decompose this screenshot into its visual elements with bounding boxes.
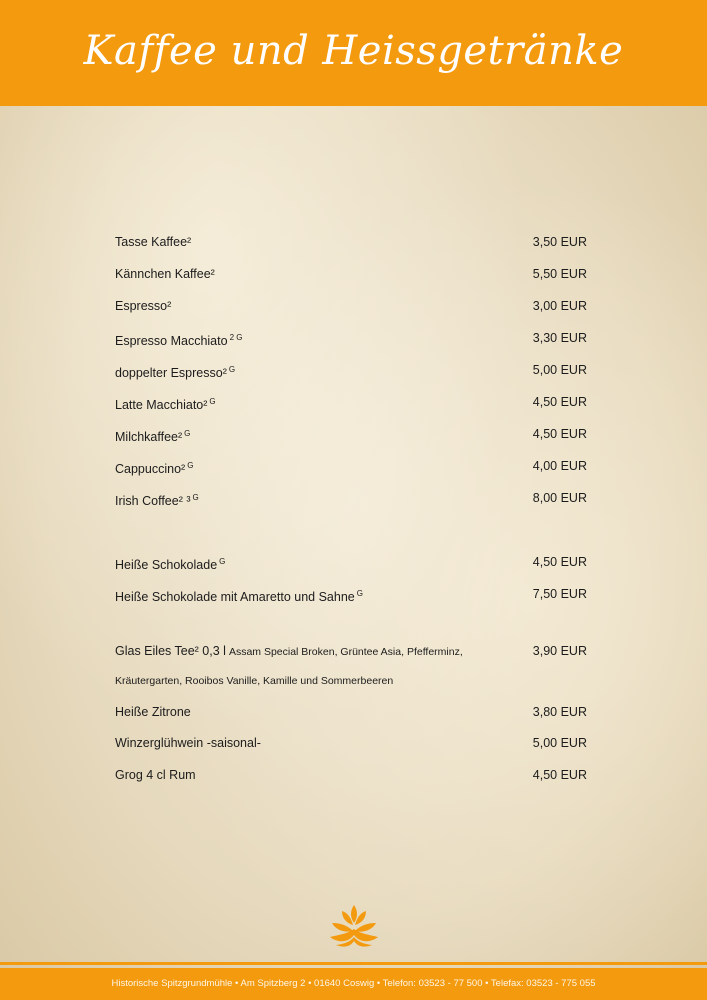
menu-item xyxy=(115,424,587,444)
item-price: 8,00 EUR xyxy=(532,491,587,505)
header-banner xyxy=(0,0,707,106)
item-name: Heiße Zitrone xyxy=(115,705,191,719)
menu-item xyxy=(115,733,587,753)
flower-logo-icon xyxy=(328,903,380,949)
footer xyxy=(0,968,707,1000)
item-name: Grog 4 cl Rum xyxy=(115,768,196,782)
item-note: Assam Special Broken, Grüntee Asia, Pfefferminz, xyxy=(228,646,463,658)
item-name: Cappuccino² xyxy=(115,462,186,476)
menu-item xyxy=(115,552,587,572)
item-price: 3,80 EUR xyxy=(532,705,587,719)
item-price: 5,00 EUR xyxy=(532,363,587,377)
item-price: 4,00 EUR xyxy=(532,459,587,473)
tea-note-line: Kräutergarten, Rooibos Vanille, Kamille und Sommerbeeren xyxy=(115,675,394,687)
item-marks: G xyxy=(228,365,236,374)
item-price: 3,30 EUR xyxy=(532,331,587,345)
footer-divider xyxy=(0,962,707,965)
item-name: Latte Macchiato² xyxy=(115,398,208,412)
item-price: 4,50 EUR xyxy=(532,555,587,569)
item-name: Heiße Schokolade xyxy=(115,558,218,572)
item-name: Heiße Schokolade mit Amaretto und Sahne xyxy=(115,590,355,604)
footer-contact: Historische Spitzgrundmühle • Am Spitzberg 2 • 01640 Coswig • Telefon: 03523 - 77 500 • Telefax: 03523 - 775 055 xyxy=(111,978,596,989)
menu-item xyxy=(115,232,587,252)
menu-item xyxy=(115,488,587,508)
item-price: 3,00 EUR xyxy=(532,299,587,313)
item-name: Kännchen Kaffee² xyxy=(115,267,215,281)
menu-item xyxy=(115,264,587,284)
item-marks: G xyxy=(209,397,216,406)
item-marks: G xyxy=(356,589,363,598)
item-name: Milchkaffee² xyxy=(115,430,183,444)
menu-item xyxy=(115,456,587,476)
menu-item xyxy=(115,765,587,785)
item-price: 7,50 EUR xyxy=(532,587,587,601)
item-price: 5,50 EUR xyxy=(532,267,587,281)
item-name: Tasse Kaffee² xyxy=(115,235,192,249)
item-marks: G xyxy=(184,429,191,438)
item-price: 5,00 EUR xyxy=(532,736,587,750)
item-price: 3,50 EUR xyxy=(532,235,587,249)
item-price: 3,90 EUR xyxy=(532,644,587,658)
item-name: doppelter Espresso² xyxy=(115,366,227,380)
item-marks: G xyxy=(219,557,226,566)
item-name: Espresso Macchiato xyxy=(115,334,228,348)
page-title: Kaffee und Heissgetränke xyxy=(83,28,624,74)
menu-item xyxy=(115,702,587,722)
item-name: Winzerglühwein -saisonal- xyxy=(115,736,261,750)
item-marks: G xyxy=(192,493,199,502)
menu-item xyxy=(115,392,587,412)
item-name: Glas Eiles Tee² 0,3 l xyxy=(115,644,226,658)
item-price: 4,50 EUR xyxy=(532,427,587,441)
menu-item xyxy=(115,584,587,604)
menu-item xyxy=(115,296,587,316)
item-name: Irish Coffee² ³ xyxy=(115,494,191,508)
menu-item xyxy=(115,360,587,380)
item-price: 4,50 EUR xyxy=(532,395,587,409)
item-price: 4,50 EUR xyxy=(532,768,587,782)
item-marks: G xyxy=(187,461,194,470)
item-name: Espresso² xyxy=(115,299,172,313)
menu-item xyxy=(115,641,587,661)
menu-item xyxy=(115,328,587,348)
item-marks: 2 G xyxy=(229,333,243,342)
